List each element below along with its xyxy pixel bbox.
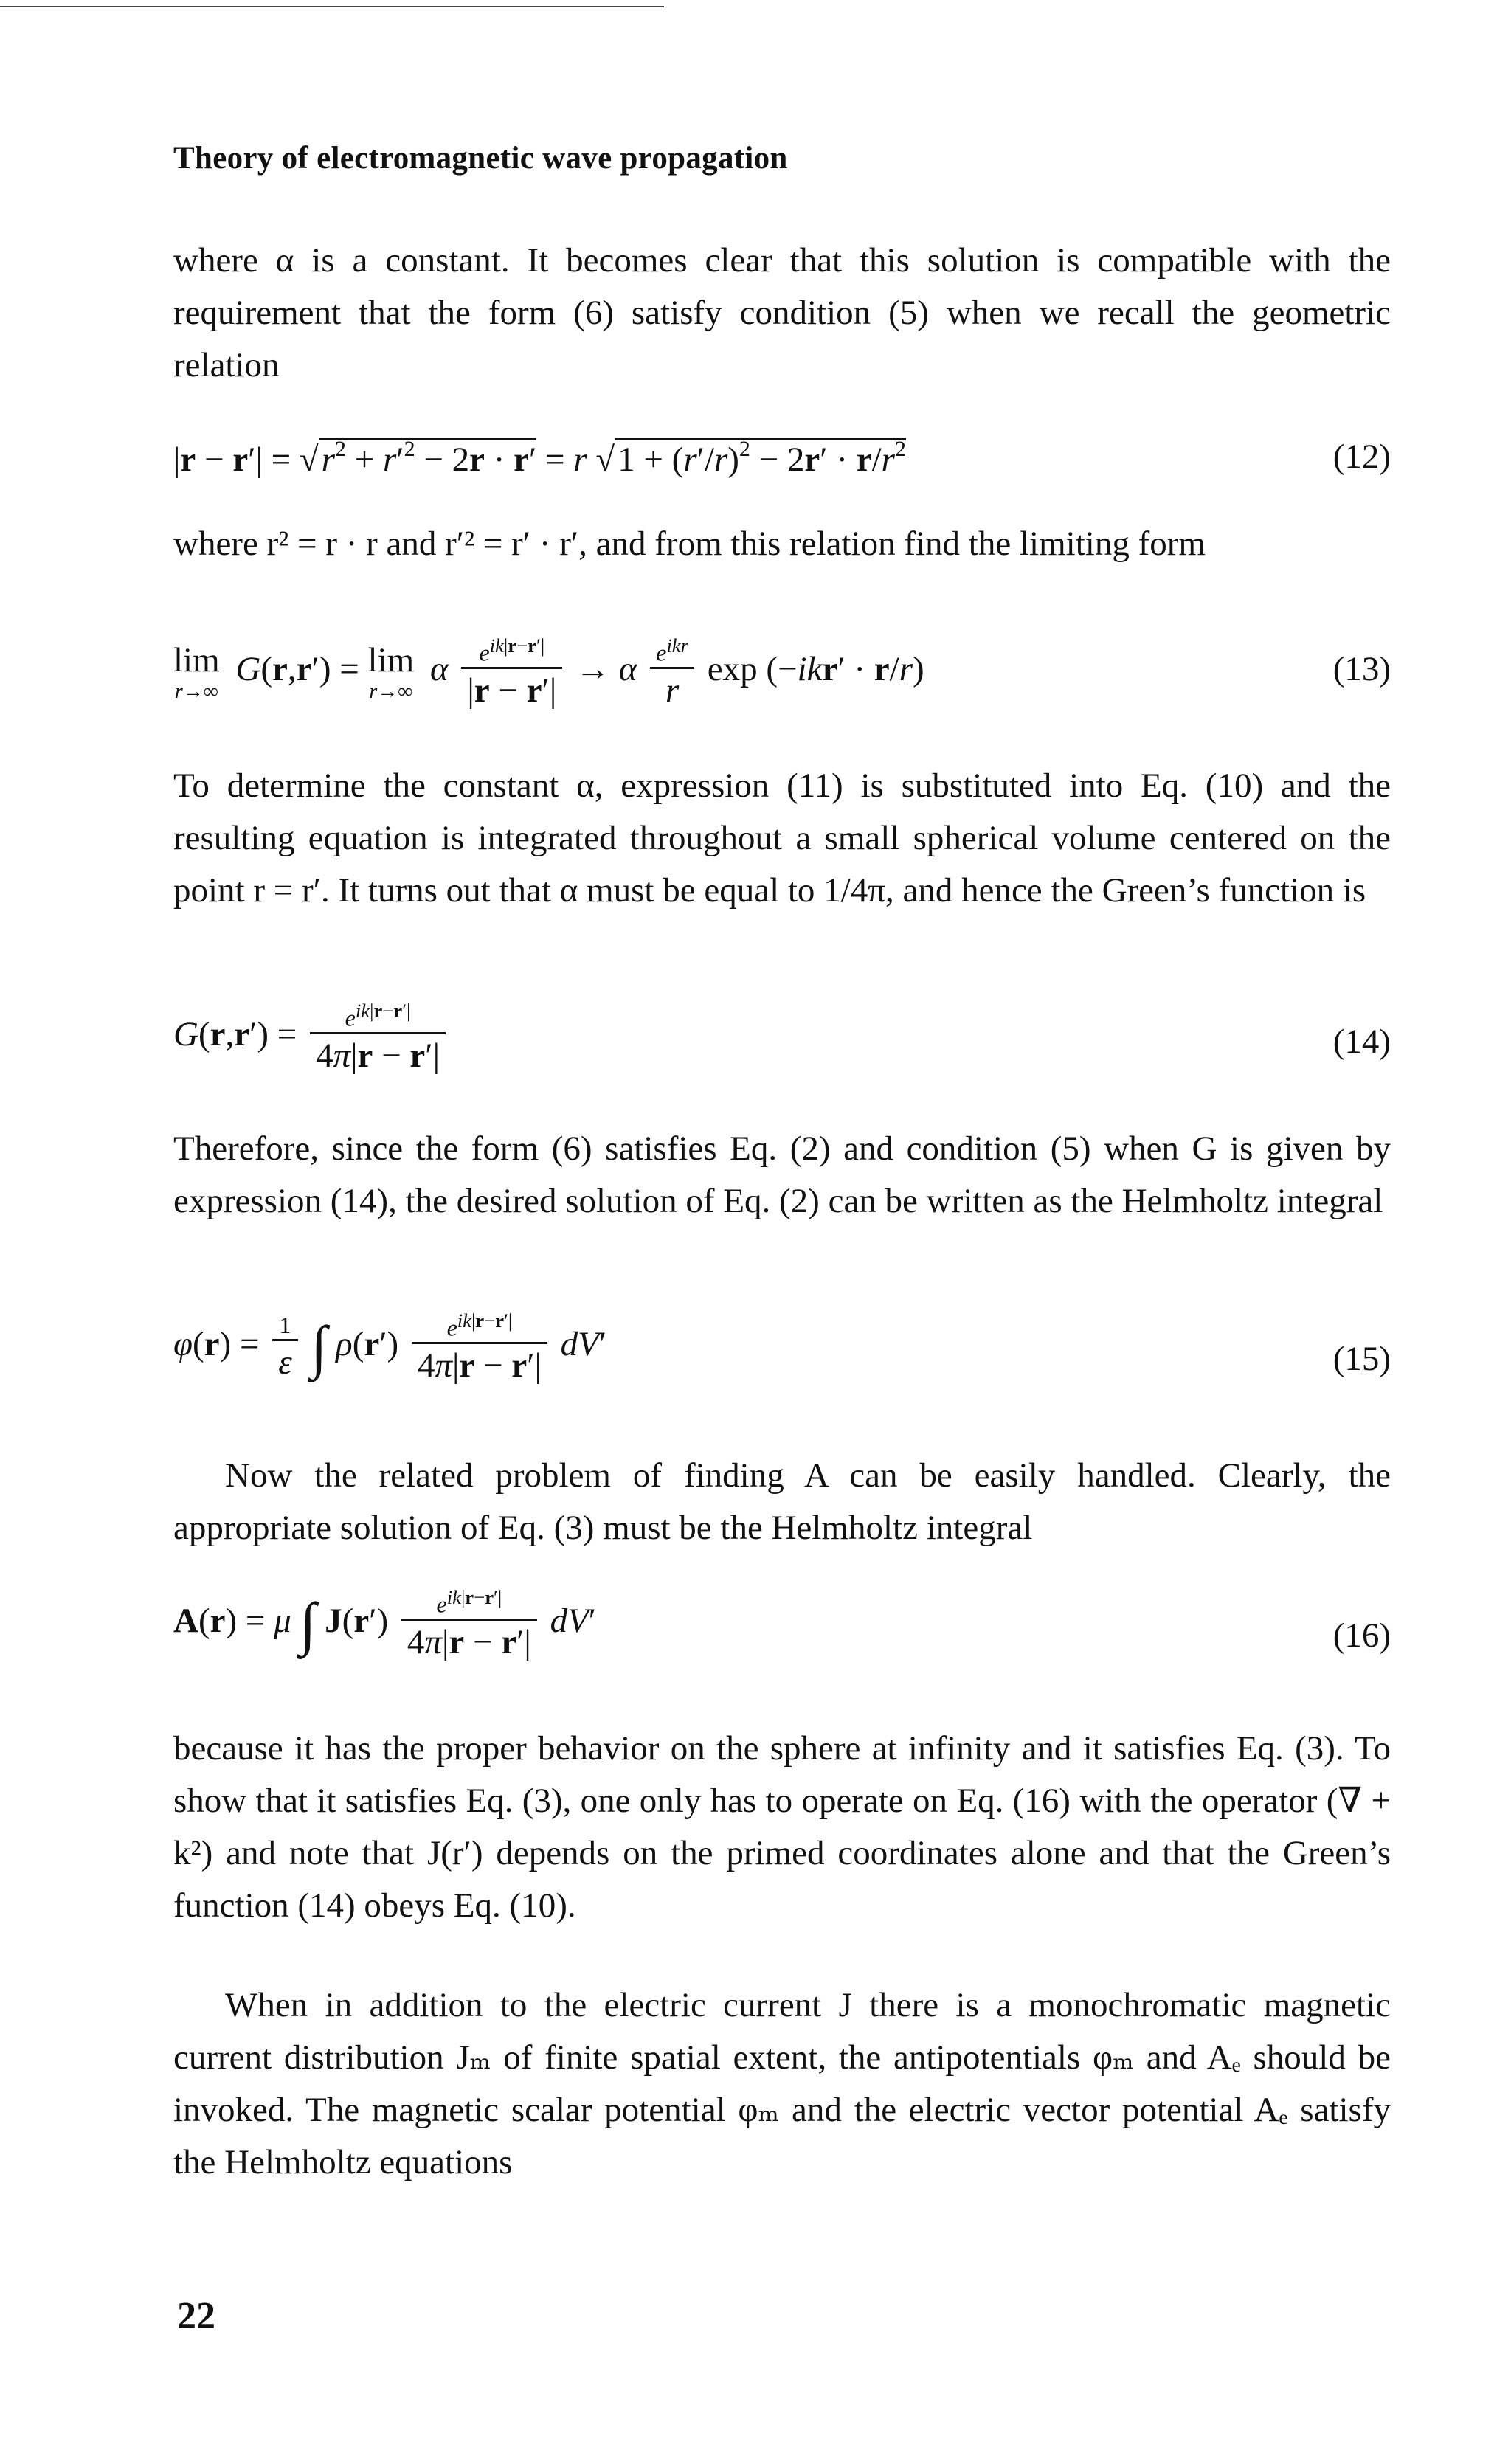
- equation-number: (15): [1332, 1340, 1391, 1378]
- equation-12-body: $|r - r'| = √r^2 + r'^2 - 2r \cdot r' = r$ $√1 + (r'/r)^2 - 2r' \cdot r/r^2$: [173, 437, 906, 479]
- equation-16-body: A(r) = μ ∫ J(r′) $\frac{e^{ik|r-r'|}}{4\pi|r - r'|}$ dV′: [173, 1586, 597, 1661]
- equation-number: (16): [1332, 1616, 1391, 1655]
- paragraph-4: Therefore, since the form (6) satisfies Eq. (2) and condition (5) when G is given by expression (14), the desired solution of Eq. (2) can be written as the Helmholtz integral: [173, 1129, 1391, 1220]
- paragraph-7: When in addition to the electric current J there is a monochromatic magnetic current distribution Jₘ of finite spatial extent, the antipotentials φₘ and Aₑ should be invoked. The magnetic scalar potential φₘ and the electric vector potential Aₑ satisfy the Helmholtz equations: [173, 1986, 1391, 2181]
- equation-13-body: lim r→∞ G(r,r′) = lim r→∞ α $\frac{e^{ik|r-r'|}}{|r - r'|}$ → α $\frac{e^{ikr}}{r}$ exp (−ikr′ · r/r): [173, 634, 924, 710]
- paragraph-3: To determine the constant α, expression (11) is substituted into Eq. (10) and the resulting equation is integrated throughout a small spherical volume centered on the point r = r′. It turns out that α must be equal to 1/4π, and hence the Green’s function is: [173, 766, 1391, 910]
- equation-14-body: G(r,r′) = $\frac{e^{ik|r-r'|}}{4\pi|r - r'|}$: [173, 1000, 450, 1076]
- paragraph-6: because it has the proper behavior on the sphere at infinity and it satisfies Eq. (3). To show that it satisfies Eq. (3), one only has to operate on Eq. (16) with the operator (∇ + k²) and note that J(r′) depends on the primed coordinates alone and that the Green’s function (14) obeys Eq. (10).: [173, 1729, 1391, 1925]
- paragraph-5: Now the related problem of finding A can be easily handled. Clearly, the appropriate solution of Eq. (3) must be the Helmholtz integral: [173, 1456, 1391, 1547]
- equation-15: [173, 1309, 1391, 1405]
- paragraph-2: where r² = r · r and r′² = r′ · r′, and from this relation find the limiting form: [173, 525, 1206, 563]
- top-rule: [0, 6, 664, 7]
- equation-13: [173, 634, 1391, 730]
- page-number: 22: [177, 2295, 215, 2337]
- equation-number: (12): [1332, 437, 1391, 476]
- equation-number: (14): [1332, 1022, 1391, 1061]
- equation-15-body: φ(r) = $\frac{1}{\varepsilon}$ ∫ ρ(r′) $\frac{e^{ik|r-r'|}}{4\pi|r - r'|}$ dV′: [173, 1309, 607, 1385]
- paragraph-1: where α is a constant. It becomes clear that this solution is compatible with the requirement that the form (6) satisfy condition (5) when we recall the geometric relation: [173, 241, 1391, 384]
- running-header: Theory of electromagnetic wave propagation: [173, 141, 788, 176]
- equation-number: (13): [1332, 650, 1391, 688]
- equation-14: [173, 1000, 1391, 1096]
- equation-12: [173, 437, 1391, 525]
- equation-16: [173, 1586, 1391, 1682]
